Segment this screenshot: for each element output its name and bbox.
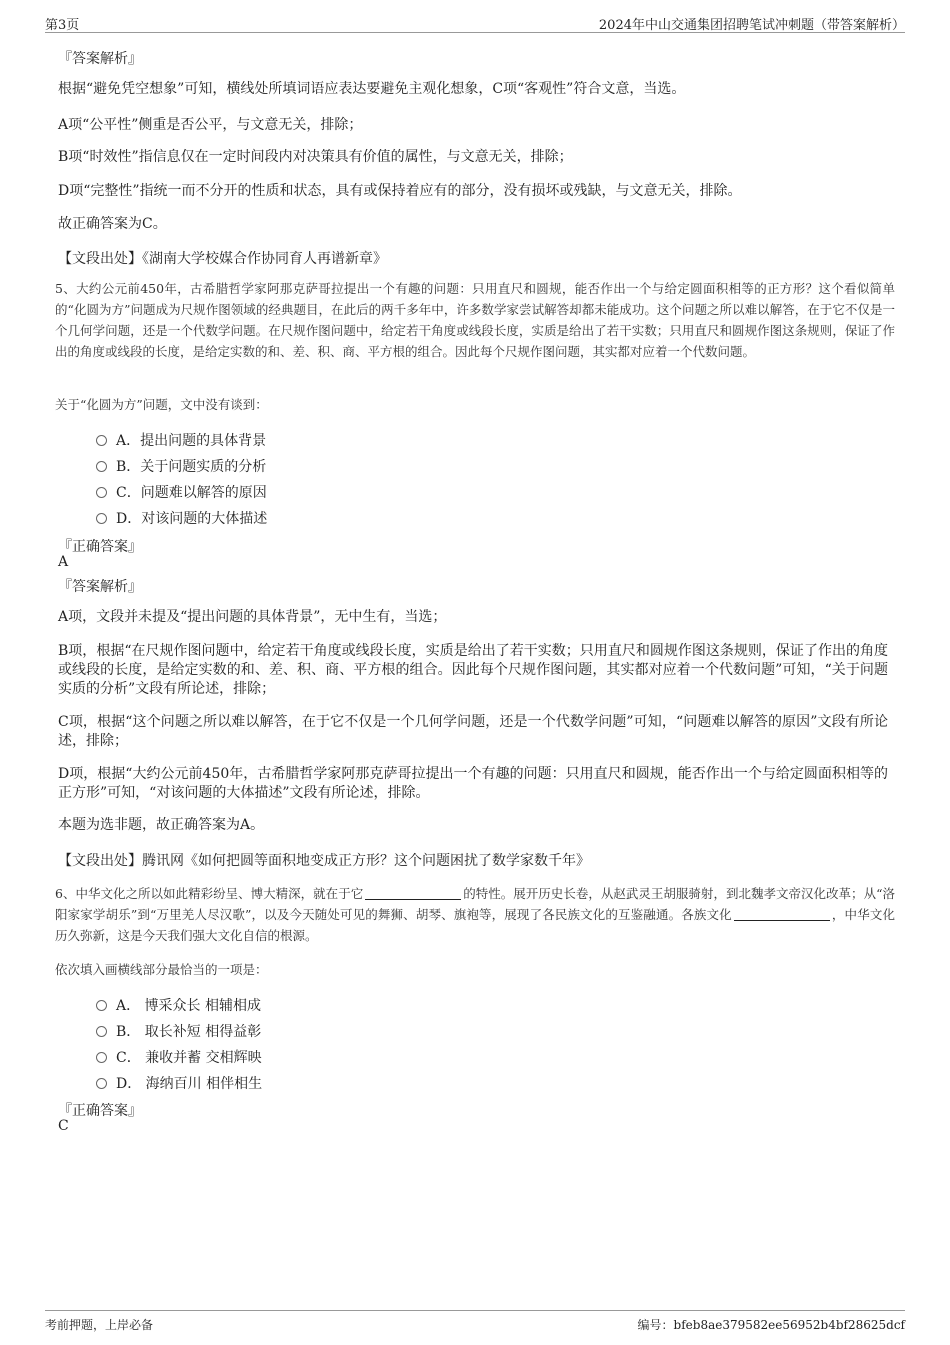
q5-option-d[interactable] [96,508,267,528]
q6-answer-label: 『正确答案』 [58,1103,142,1119]
option-label: B． 取长补短 相得益彰 [116,1024,262,1040]
q5-answer-label: 『正确答案』 [58,539,142,555]
radio-icon[interactable] [96,1026,107,1037]
q6-stem-part: 6、中华文化之所以如此精彩纷呈、博大精深，就在于它 [55,886,364,901]
q5-analysis-label: 『答案解析』 [58,579,142,595]
q5-option-a[interactable] [96,430,266,450]
footer-id: 编号：bfeb8ae379582ee56952b4bf28625dcf [637,1318,905,1332]
q5-analysis-line: A项，文段并未提及“提出问题的具体背景”，无中生有，当选； [58,609,447,625]
q6-stem-part: ，中华文化历久弥新，这是今天我们强大文化自信的根源。 [55,907,895,943]
footer-slogan: 考前押题，上岸必备 [45,1318,154,1332]
option-label: D． 海纳百川 相伴相生 [116,1076,263,1092]
option-label: B．关于问题实质的分析 [116,459,267,475]
radio-icon[interactable] [96,435,107,446]
option-label: D．对该问题的大体描述 [116,511,268,527]
radio-icon[interactable] [96,1052,107,1063]
page-number: 第3页 [45,18,80,33]
radio-icon[interactable] [96,461,107,472]
q6-option-d[interactable] [96,1073,262,1093]
q4-analysis-line: 故正确答案为C。 [58,216,167,232]
radio-icon[interactable] [96,487,107,498]
q6-prompt: 依次填入画横线部分最恰当的一项是： [55,962,268,977]
q5-answer: A [58,554,69,570]
q6-option-b[interactable] [96,1021,261,1041]
q6-option-a[interactable] [96,995,261,1015]
q4-analysis-line: 根据“避免凭空想象”可知，横线处所填词语应表达要避免主观化想象，C项“客观性”符合文意，当选。 [58,81,686,97]
q5-analysis-line: C项，根据“这个问题之所以难以解答，在于它不仅是一个几何学问题，还是一个代数学问题”可知，“问题难以解答的原因”文段有所论述，排除； [58,714,888,749]
option-label: A．提出问题的具体背景 [116,433,267,449]
q4-analysis-line: B项“时效性”指信息仅在一定时间段内对决策具有价值的属性，与文意无关，排除； [58,149,573,165]
q5-analysis-line: B项，根据“在尺规作图问题中，给定若干角度或线段长度，实质是给出了若干实数；只用直尺和圆规作图这条规则，保证了作出的角度或线段的长度，是给定实数的和、差、积、商、平方根的组合。因此每个尺规作图问题，其实都对应着一个代数问题”可知，“关于问题实质的分析”文段有所论述，排除； [58,643,888,697]
page-header [45,12,905,33]
radio-icon[interactable] [96,1078,107,1089]
q6-answer: C [58,1118,69,1134]
q4-analysis-line: A项“公平性”侧重是否公平，与文意无关，排除； [58,117,363,133]
q5-option-c[interactable] [96,482,267,502]
q5-source: 【文段出处】腾讯网《如何把圆等面积地变成正方形？这个问题困扰了数学家数千年》 [58,853,590,869]
fill-blank [365,887,461,900]
q5-prompt: 关于“化圆为方”问题，文中没有谈到： [55,397,268,412]
fill-blank [734,908,830,921]
q5-stem: 5、大约公元前450年，古希腊哲学家阿那克萨哥拉提出一个有趣的问题：只用直尺和圆规，能否作出一个与给定圆面积相等的正方形？这个看似简单的“化圆为方”问题成为尺规作图领域的经典题目，在此后的两千多年中，许多数学家尝试解答却都未能成功。这个问题之所以难以解答，在于它不仅是一个几何学问题，还是一个代数学问题。在尺规作图问题中，给定若干角度或线段长度，实质是给出了若干实数；只用直尺和圆规作图这条规则，保证了作出的角度或线段的长度，是给定实数的和、差、积、商、平方根的组合。因此每个尺规作图问题，其实都对应着一个代数问题。 [55,281,895,359]
q6-stem [55,883,895,946]
option-label: C． 兼收并蓄 交相辉映 [116,1050,262,1066]
radio-icon[interactable] [96,513,107,524]
q6-option-c[interactable] [96,1047,262,1067]
page-footer [45,1310,905,1333]
document-title: 2024年中山交通集团招聘笔试冲刺题（带答案解析） [598,18,905,33]
option-label: C．问题难以解答的原因 [116,485,267,501]
q6-stem-part: 的特性。展开历史长卷，从赵武灵王胡服骑射，到北魏孝文帝汉化改革；从“洛阳家家学胡乐”到“万里羌人尽汉歌”，以及今天随处可见的舞狮、胡琴、旗袍等，展现了各民族文化的互鉴融通。各族文化 [55,886,895,922]
q4-analysis-label: 『答案解析』 [58,51,142,67]
q4-analysis-line: D项“完整性”指统一而不分开的性质和状态，具有或保持着应有的部分，没有损坏或残缺，与文意无关，排除。 [58,183,742,199]
q5-option-b[interactable] [96,456,266,476]
option-label: A． 博采众长 相辅相成 [116,998,262,1014]
radio-icon[interactable] [96,1000,107,1011]
q5-analysis-line: D项，根据“大约公元前450年，古希腊哲学家阿那克萨哥拉提出一个有趣的问题：只用直尺和圆规，能否作出一个与给定圆面积相等的正方形”可知，“对该问题的大体描述”文段有所论述，排除。 [58,766,888,801]
q4-source: 【文段出处】《湖南大学校媒合作协同育人再谱新章》 [58,251,387,267]
q5-analysis-line: 本题为选非题，故正确答案为A。 [58,817,265,833]
